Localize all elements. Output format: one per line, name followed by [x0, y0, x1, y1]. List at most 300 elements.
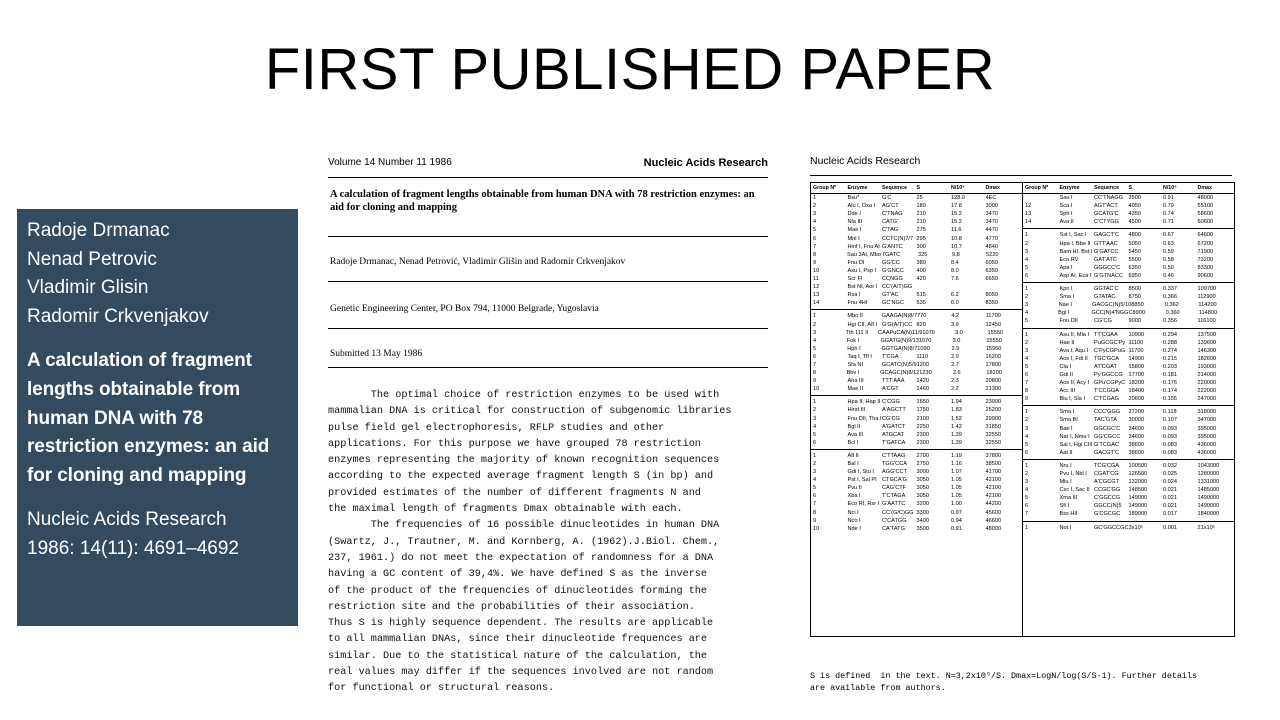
table-cell: AG'CT: [882, 203, 899, 210]
table-cell: Apa I: [1059, 264, 1073, 271]
table-cell: AGG'CCT: [882, 469, 907, 476]
table-cell: Fnu DII: [1059, 318, 1078, 325]
table-cell: 8: [813, 509, 817, 516]
table-cell: Asu I, Psp I: [847, 267, 877, 274]
table-cell: 2700: [916, 452, 929, 459]
table-cell: G'AATTC: [882, 501, 906, 508]
table-cell: 10: [813, 525, 820, 532]
table-cell: GC'NGC: [882, 300, 904, 307]
header-cell: S: [1128, 185, 1133, 191]
table-cell: 18400: [1128, 388, 1145, 395]
table-cell: 2: [1025, 417, 1029, 424]
table-cell: 30000: [1128, 417, 1145, 424]
table-cell: 4050: [1128, 203, 1141, 210]
table-cell: Nru I: [1059, 462, 1072, 469]
citation-reference: 1986: 14(11): 4691–4692: [27, 537, 239, 559]
citation: [27, 506, 288, 563]
table-cell: 10.7: [951, 243, 962, 250]
table-cell: G'TCGAC: [1094, 441, 1119, 448]
header-cell: Sequence: [1094, 185, 1120, 191]
table-cell: 41700: [985, 469, 1002, 476]
table-cell: 214000: [1197, 371, 1217, 378]
table-cell: Eco RI, Rsr I: [847, 501, 880, 508]
table-cell: 1110: [916, 353, 929, 360]
table-cell: 0.360: [1165, 310, 1180, 317]
table-cell: 1: [813, 195, 817, 202]
table-row: [811, 243, 1022, 251]
citation-journal: Nucleic Acids Research: [27, 509, 227, 531]
table-cell: Mae II: [847, 386, 864, 393]
table-cell: 8050: [985, 292, 998, 299]
table-cell: CA'TATG: [882, 525, 905, 532]
table-cell: C'TNAG: [882, 211, 903, 218]
table-row: [811, 509, 1022, 517]
table-row: [1023, 347, 1234, 355]
table-cell: GPu'CGPyC: [1094, 380, 1126, 387]
table-cell: Hae II: [1059, 339, 1075, 346]
table-cell: GGATG(N)9/13: [880, 337, 919, 344]
table-cell: 15950: [985, 345, 1002, 352]
table-cell: 8: [813, 251, 817, 258]
table-row: [811, 235, 1022, 243]
table-cell: 2300: [916, 439, 929, 446]
table-cell: 15.2: [951, 219, 962, 226]
table-row: [1023, 355, 1234, 363]
table-cell: GCATG'C: [1094, 211, 1119, 218]
table-cell: 29900: [985, 415, 1002, 422]
table-cell: 16200: [985, 353, 1002, 360]
table-cell: 5: [813, 227, 817, 234]
table-cell: CG'CG: [1094, 318, 1112, 325]
table-cell: CC'(G/C)GG: [882, 509, 914, 516]
table-cell: 3400: [916, 517, 929, 524]
table-cell: 6650: [985, 276, 998, 283]
table-row: [811, 431, 1022, 439]
table-cell: 189000: [1128, 511, 1148, 518]
table-cell: 400: [916, 267, 926, 274]
table-cell: 0.203: [1163, 363, 1177, 370]
table-cell: 395000: [1197, 425, 1217, 432]
table-cell: G'ANTC: [882, 243, 903, 250]
table-cell: CGAT'CG: [1094, 471, 1119, 477]
slide-title: FIRST PUBLISHED PAPER: [264, 37, 996, 102]
table-cell: 5: [1025, 495, 1029, 502]
table-cell: 3.0: [954, 329, 963, 336]
table-cell: Fnu DI: [847, 259, 865, 266]
table-row: [811, 398, 1022, 406]
table-cell: 0.288: [1163, 339, 1177, 346]
table-cell: G'GTNACC: [1094, 272, 1124, 279]
table-cell: 182600: [1197, 355, 1217, 362]
table-cell: Sau I: [1059, 195, 1073, 202]
table-cell: C'TAG: [882, 227, 899, 234]
table-cell: GG'CC: [882, 259, 900, 266]
table-row: [811, 369, 1022, 377]
table-cell: Sfi I: [1059, 503, 1070, 510]
table-cell: 9: [1025, 396, 1029, 403]
table-cell: 1840000: [1197, 511, 1220, 518]
table-row: [1023, 524, 1234, 532]
table-cell: 180: [916, 203, 926, 210]
table-cell: 247000: [1197, 396, 1217, 403]
table-cell: GAGCT'C: [1094, 232, 1119, 239]
table-cell: Hinf I, Fnu AI: [847, 243, 880, 250]
group-divider: [811, 309, 1022, 310]
table-cell: 83300: [1197, 264, 1214, 271]
table-cell: 0.91: [1163, 195, 1174, 202]
table-cell: 11700: [985, 313, 1001, 320]
divider: [328, 328, 768, 329]
submission-date: Submitted 13 May 1986: [330, 349, 423, 359]
table-cell: C'CATGG: [882, 517, 907, 524]
table-cell: G'CGCGC: [1094, 511, 1121, 518]
table-cell: 8850: [1131, 302, 1144, 309]
table-cell: 210: [916, 219, 926, 226]
table-row: [1023, 433, 1234, 441]
table-header: [811, 183, 1022, 194]
table-cell: 21300: [985, 386, 1002, 393]
table-cell: Eco RV: [1059, 256, 1079, 263]
table-cell: 12450: [985, 321, 1002, 328]
table-cell: Bbv I: [846, 370, 860, 377]
table-cell: 64600: [1197, 232, 1214, 239]
table-cell: 58600: [1197, 211, 1214, 218]
table-cell: Sma I: [1059, 409, 1075, 416]
table-cell: 1.05: [951, 477, 962, 484]
journal-name: Nucleic Acids Research: [643, 157, 768, 169]
table-cell: 7: [1025, 511, 1029, 518]
table-row: [1023, 301, 1234, 309]
table-header: [1023, 183, 1234, 194]
table-cell: 2: [1025, 339, 1029, 346]
table-cell: 1331000: [1197, 479, 1220, 486]
table-cell: 1: [813, 399, 817, 406]
table-cell: 0.59: [1163, 248, 1174, 255]
table-cell: 0.58: [1163, 256, 1174, 263]
table-cell: 20600: [1128, 396, 1145, 403]
divider: [328, 236, 768, 237]
table-cell: 6350: [1128, 264, 1141, 271]
table-row: [1023, 494, 1234, 502]
table-cell: 4: [813, 337, 817, 344]
table-cell: 32550: [985, 431, 1002, 438]
table-cell: 0.97: [951, 509, 962, 516]
divider: [810, 175, 1232, 176]
header-cell: Enzyme: [847, 185, 868, 191]
table-cell: Bgl II: [847, 423, 861, 430]
table-cell: 6: [1025, 503, 1029, 510]
table-cell: 0.362: [1164, 302, 1179, 309]
table-cell: 5450: [1128, 248, 1141, 255]
abstract-body: The optimal choice of restriction enzymes to be used with mammalian DNA is critical for construction of subgenomic libraries pulse field gel electrophoresis, RFLP studies and other applications. For this purpose we have grouped 78 restriction enzymes representing the majority of known recognition sequences according to the expected average fragment length S (in bp) and provided estimates of the number of different fragments N and the maximal length of fragments Dmax obtainable with each. The frequencies of 16 possible dinucleotides in human DNA (Swartz, J., Trautner, M. and Kornberg, A. (1962).J.Biol. Chem., 237, 1961.) do not meet the expectation of randomness for a DNA having a GC content of 39,4%. We have defined S as the inverse of the product of the frequencies of dinucleotides forming the restriction site and the probabilities of their association. Thus S is highly sequence dependent. The results are applicable to all mammalian DNAs, since their dinucleotide frequences are similar. Due to the statistical nature of the calculation, the real values may differ if the sequences involved are not random for functional or structural reasons.: [328, 390, 732, 695]
author-list: [27, 217, 288, 331]
table-row: [1023, 339, 1234, 347]
table-cell: 5500: [1128, 256, 1141, 263]
table-cell: ATGCAT: [882, 431, 904, 438]
table-row: [811, 460, 1022, 468]
table-cell: Hpa II, Hap II: [847, 399, 881, 406]
table-cell: 38600: [1128, 449, 1145, 456]
table-row: [811, 321, 1022, 329]
table-cell: 420: [916, 276, 926, 283]
table-cell: CCNGG: [882, 276, 903, 283]
table-cell: 5: [1025, 264, 1029, 271]
table-cell: GAT'ATC: [1094, 256, 1117, 263]
table-cell: 44200: [985, 501, 1002, 508]
table-cell: 4470: [985, 227, 998, 234]
table-cell: 2750: [916, 461, 929, 467]
table-cell: 0.083: [1163, 441, 1177, 448]
table-cell: PuGCGC'Py: [1094, 339, 1126, 346]
table-cell: 1070: [922, 329, 935, 336]
table-cell: 300: [916, 243, 926, 250]
header-cell: Dmax: [1197, 185, 1212, 191]
table-cell: 1650: [916, 399, 929, 406]
table-cell: TGC'GCA: [1094, 355, 1119, 362]
table-row: [811, 361, 1022, 369]
table-cell: 1.19: [951, 452, 962, 459]
table-cell: 0.032: [1163, 462, 1177, 469]
table-cell: C'GGCCG: [1094, 495, 1121, 502]
table-cell: 2250: [916, 423, 929, 430]
table-cell: 100500: [1128, 462, 1148, 469]
table-cell: 5: [1025, 363, 1029, 370]
table-cell: 436000: [1197, 449, 1217, 456]
table-cell: 6950: [1128, 272, 1141, 279]
table-cell: Sst I, Sac I: [1059, 232, 1087, 239]
table-cell: [951, 283, 986, 291]
table-row: [811, 439, 1022, 447]
table-row: [1023, 264, 1234, 272]
group-divider: [1023, 405, 1234, 406]
table-cell: 34600: [1128, 425, 1145, 432]
table-cell: GTATAC: [1094, 294, 1116, 301]
table-cell: 10: [813, 386, 820, 393]
table-row: [1023, 510, 1234, 518]
table-cell: 109700: [1197, 286, 1217, 293]
table-cell: Asp AI, Eca I: [1059, 272, 1092, 279]
table-cell: 34600: [1128, 433, 1145, 440]
table-cell: C'CGG: [882, 399, 900, 406]
table-cell: C'CTYGG: [1094, 219, 1119, 226]
table-cell: 436000: [1197, 441, 1217, 448]
table-cell: 14: [1025, 219, 1032, 226]
table-cell: 13: [1025, 211, 1032, 218]
table-cell: 23900: [985, 399, 1002, 406]
table-row: [1023, 363, 1234, 371]
table-cell: 1043000: [1197, 462, 1220, 469]
table-cell: 1: [813, 313, 817, 320]
table-cell: [917, 283, 952, 291]
table-cell: 31850: [985, 423, 1002, 430]
table-cell: Bam HI, Bst I: [1059, 248, 1093, 255]
table-cell: 3.0: [952, 337, 961, 344]
table-cell: 0.093: [1163, 433, 1177, 440]
table-row: [1023, 331, 1234, 339]
table-cell: 5220: [986, 251, 999, 258]
table-cell: 2.7: [951, 361, 959, 368]
table-cell: 1: [1025, 232, 1029, 239]
table-cell: TTT'AAA: [882, 378, 905, 385]
table-cell: 1.00: [951, 501, 962, 508]
table-cell: GCC(N)4'NGGC: [1091, 310, 1133, 317]
page-header: [322, 150, 774, 169]
table-cell: 42100: [985, 485, 1002, 492]
table-row: [1023, 194, 1234, 202]
table-cell: C'TTAAG: [882, 452, 906, 459]
table-cell: 55100: [1197, 203, 1214, 210]
table-cell: Bal I: [847, 461, 859, 467]
table-row: [1023, 218, 1234, 226]
table-cell: 4800: [1128, 232, 1141, 239]
table-cell: 139600: [1197, 339, 1217, 346]
table-cell: Rsa I: [847, 292, 861, 299]
table-cell: 1490000: [1197, 503, 1220, 510]
table-cell: 1230: [919, 370, 932, 377]
table-cell: 318000: [1197, 409, 1217, 416]
table-cell: 3050: [916, 493, 929, 500]
table-cell: 4: [1025, 433, 1029, 440]
header-cell: Sequence: [882, 185, 908, 191]
table-cell: 11100: [1128, 339, 1144, 346]
table-cell: 9.8: [952, 251, 960, 258]
table-row: [1023, 371, 1234, 379]
table-cell: 48000: [985, 525, 1002, 532]
table-cell: Fnu 4HI: [847, 300, 868, 307]
table-cell: 3500: [916, 525, 929, 532]
table-row: [1023, 202, 1234, 210]
table-cell: 1.07: [951, 469, 962, 476]
table-cell: C'TCGAG: [1094, 396, 1119, 403]
table-cell: 2100: [916, 415, 929, 422]
table-cell: 2.6: [952, 370, 961, 377]
table-cell: Afl II: [847, 452, 859, 459]
table-cell: Asu II, Mla I: [1059, 331, 1090, 338]
table-cell: 6050: [985, 259, 998, 266]
table-row: [811, 476, 1022, 484]
table-cell: 114200: [1198, 302, 1217, 309]
table-cell: 18200: [1128, 380, 1145, 387]
table-cell: 4: [813, 423, 817, 430]
table-cell: Aos II, Acy I: [1059, 380, 1090, 387]
table-cell: 3200: [916, 501, 929, 508]
table-cell: GAAGA(N)8/7: [881, 313, 918, 320]
table-row: [1023, 293, 1234, 301]
journal-name: Nucleic Acids Research: [810, 155, 921, 167]
table-cell: Hind III: [847, 407, 866, 414]
table-row: [811, 492, 1022, 500]
table-cell: Fok I: [846, 337, 860, 344]
table-cell: 1.39: [951, 431, 962, 438]
table-cell: 4770: [985, 235, 998, 242]
table-cell: G'GATCC: [1094, 248, 1119, 255]
table-cell: 20800: [985, 378, 1002, 385]
table-cell: 3470: [985, 211, 998, 218]
table-row: [1023, 285, 1234, 293]
table-cell: 32550: [985, 439, 1002, 446]
table-row: [811, 226, 1022, 234]
table-row: [811, 377, 1022, 385]
table-cell: 2: [1025, 294, 1029, 301]
table-cell: 820: [916, 321, 926, 328]
table-cell: 4: [1025, 355, 1029, 362]
table-cell: 380: [916, 259, 926, 266]
enzyme-table: [810, 182, 1235, 637]
article-affiliation: Genetic Engineering Center, PO Box 794, 11000 Belgrade, Yugoslavia: [330, 304, 599, 314]
table-cell: Bae I: [1059, 425, 1073, 432]
table-cell: 2: [1025, 471, 1029, 477]
table-cell: 3: [1025, 347, 1029, 354]
table-cell: 3: [1025, 248, 1029, 255]
table-cell: Bgl I: [1058, 310, 1070, 317]
table-cell: 116100: [1197, 318, 1216, 325]
table-cell: Tth 111 II: [845, 329, 869, 336]
table-cell: 48000: [1197, 195, 1214, 202]
table-cell: 25200: [985, 407, 1002, 414]
table-cell: 6: [813, 353, 817, 360]
table-cell: GG'CGCC: [1094, 433, 1121, 440]
table-cell: TGG'CCA: [882, 461, 907, 467]
table-cell: 193000: [1197, 363, 1217, 370]
table-cell: 60600: [1197, 219, 1214, 226]
group-divider: [1023, 282, 1234, 283]
table-cell: Kpn I: [1059, 286, 1073, 293]
table-cell: 14900: [1128, 355, 1145, 362]
table-cell: Bst NI, Aor I: [847, 284, 878, 291]
table-cell: 222000: [1197, 388, 1217, 395]
table-cell: 149000: [1128, 503, 1148, 510]
table-cell: TT'CGAA: [1094, 331, 1118, 338]
table-cell: Sma I: [1059, 294, 1075, 301]
table-row: [811, 194, 1022, 202]
table-cell: 1.42: [951, 423, 962, 430]
table-cell: G'G(A/T)CC: [882, 321, 913, 328]
table-cell: Taq I, Tfl I: [847, 353, 872, 360]
table-row: [811, 484, 1022, 492]
table-row: [811, 353, 1022, 361]
table-cell: 0.017: [1163, 511, 1177, 518]
table-cell: 15550: [987, 329, 1004, 336]
table-cell: 1: [1025, 286, 1029, 293]
table-cell: 15.2: [951, 211, 962, 218]
table-row: [811, 525, 1022, 533]
table-cell: Nci I: [847, 509, 859, 516]
table-cell: 42100: [985, 493, 1002, 500]
table-cell: 11.6: [951, 227, 962, 234]
table-cell: 0.294: [1163, 331, 1177, 338]
table-row: [811, 337, 1022, 345]
table-cell: 1090: [917, 345, 930, 352]
table-cell: 0.63: [1163, 240, 1174, 247]
header-cell: Group Nº: [1025, 185, 1049, 191]
header-cell: Dmax: [985, 185, 1000, 191]
table-cell: GGTGA(N)8/7: [881, 345, 918, 352]
table-cell: [986, 283, 1021, 291]
table-cell: 126500: [1128, 471, 1148, 477]
table-cell: GC'GGCCGC: [1093, 524, 1129, 531]
table-cell: G'C: [882, 195, 892, 202]
table-cell: 42100: [985, 477, 1002, 484]
table-cell: 0.024: [1163, 479, 1177, 486]
table-row: [811, 468, 1022, 476]
group-divider: [811, 395, 1022, 396]
table-cell: 9: [813, 259, 817, 266]
table-cell: 5: [1025, 318, 1029, 325]
group-divider: [1023, 459, 1234, 460]
table-cell: 0.337: [1163, 286, 1177, 293]
table-row: [811, 415, 1022, 423]
table-cell: 210: [916, 211, 926, 218]
